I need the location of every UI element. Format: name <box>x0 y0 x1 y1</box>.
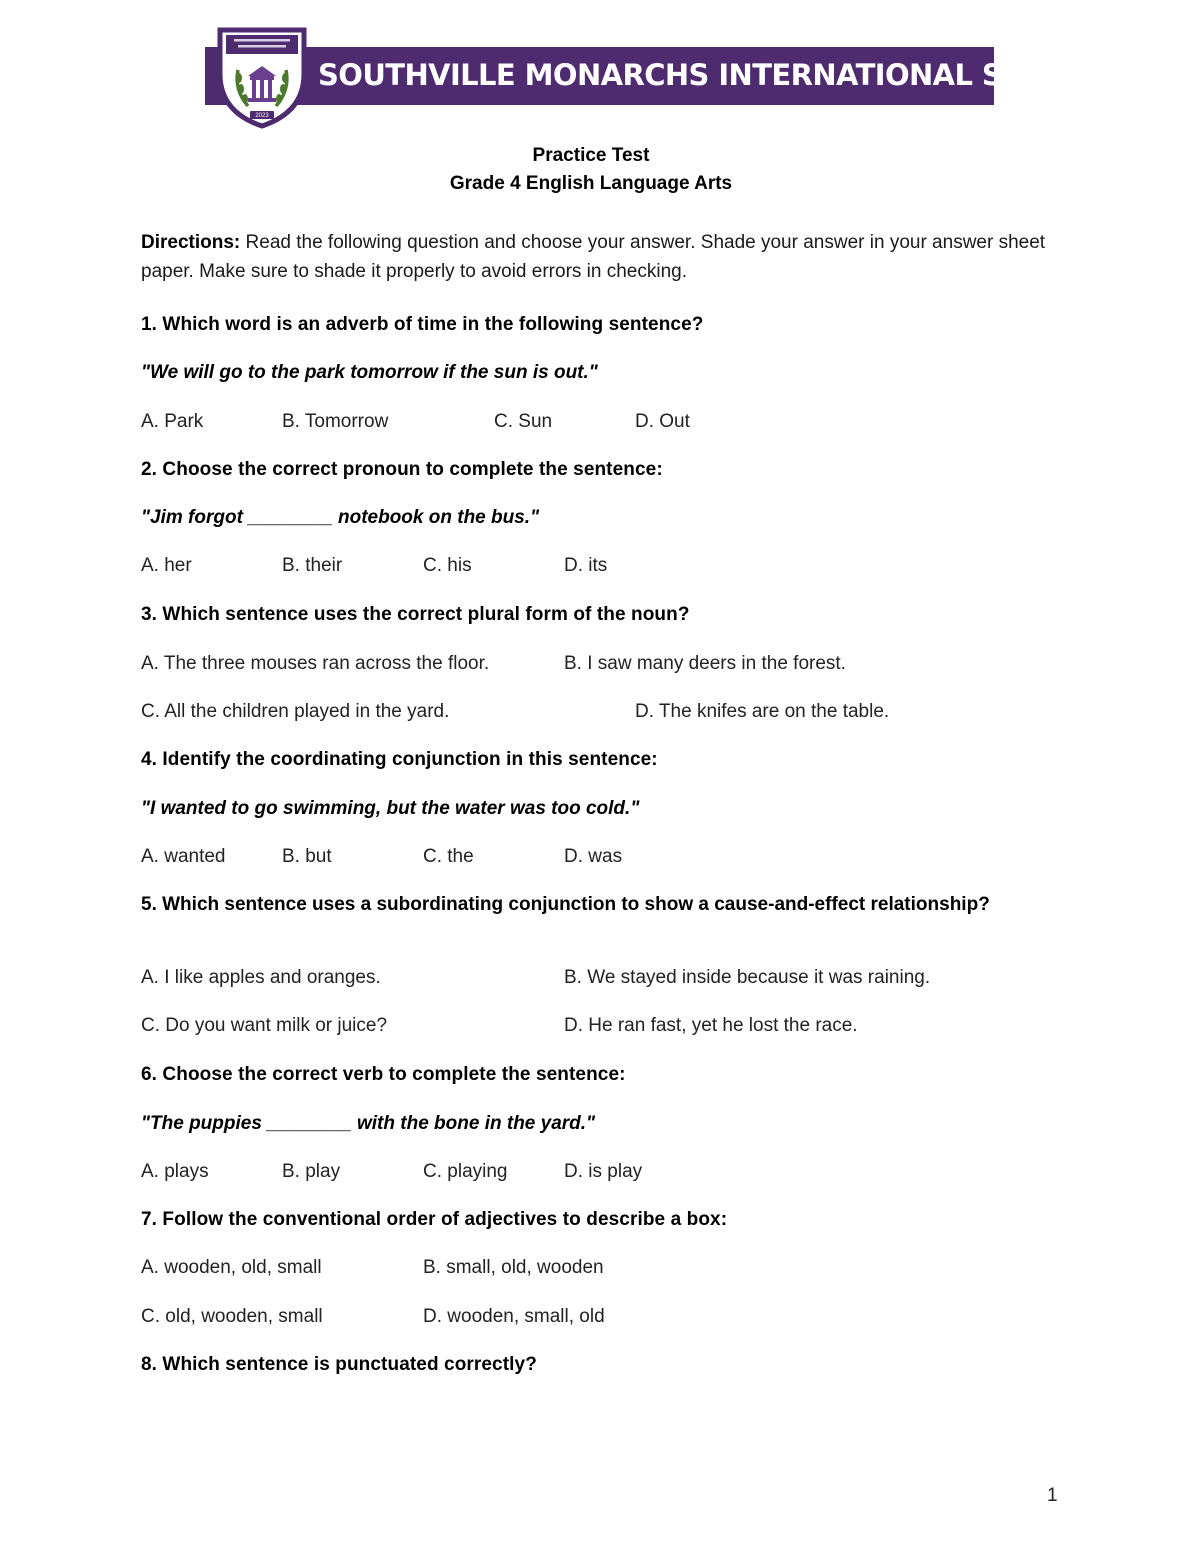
question-5-option-d[interactable]: D. He ran fast, yet he lost the race. <box>564 1015 858 1036</box>
question-1-quote: "We will go to the park tomorrow if the sun is out." <box>141 362 598 383</box>
directions-text: Read the following question and choose your answer. Shade your answer in your answer sheet paper. Make sure to shade it properly to avoid errors in checking. <box>141 232 1046 282</box>
question-4-option-b[interactable]: B. but <box>282 846 332 867</box>
question-3-option-a[interactable]: A. The three mouses ran across the floor. <box>141 653 490 674</box>
question-4-option-d[interactable]: D. was <box>564 846 623 867</box>
title-line-1: Practice Test <box>532 145 650 166</box>
svg-text:2023: 2023 <box>255 113 269 119</box>
question-6-option-c[interactable]: C. playing <box>423 1161 508 1182</box>
question-7-option-a[interactable]: A. wooden, old, small <box>141 1257 322 1278</box>
question-2-quote: "Jim forgot ________ notebook on the bus." <box>141 507 540 528</box>
question-3-option-b[interactable]: B. I saw many deers in the forest. <box>564 653 846 674</box>
question-4-prompt: 4. Identify the coordinating conjunction in this sentence: <box>141 749 658 770</box>
question-2-option-c[interactable]: C. his <box>423 555 472 576</box>
question-7-option-b[interactable]: B. small, old, wooden <box>423 1257 604 1278</box>
question-2-option-d[interactable]: D. its <box>564 555 608 576</box>
question-4-quote: "I wanted to go swimming, but the water was too cold." <box>141 798 640 819</box>
question-7-option-c[interactable]: C. old, wooden, small <box>141 1306 323 1327</box>
question-2-option-a[interactable]: A. her <box>141 555 192 576</box>
test-title <box>0 142 1182 198</box>
question-4-option-c[interactable]: C. the <box>423 846 474 867</box>
question-7-option-d[interactable]: D. wooden, small, old <box>423 1306 605 1327</box>
directions-label: Directions: <box>141 232 241 253</box>
question-3-prompt: 3. Which sentence uses the correct plural form of the noun? <box>141 604 690 625</box>
question-7-prompt: 7. Follow the conventional order of adjectives to describe a box: <box>141 1209 728 1230</box>
directions <box>141 228 1051 286</box>
question-4-option-a[interactable]: A. wanted <box>141 846 226 867</box>
question-1-option-c[interactable]: C. Sun <box>494 411 553 432</box>
question-3-option-c[interactable]: C. All the children played in the yard. <box>141 701 450 722</box>
question-8-prompt: 8. Which sentence is punctuated correctly? <box>141 1354 537 1375</box>
question-6-option-a[interactable]: A. plays <box>141 1161 209 1182</box>
question-2-option-b[interactable]: B. their <box>282 555 343 576</box>
question-6-option-d[interactable]: D. is play <box>564 1161 643 1182</box>
question-5-option-b[interactable]: B. We stayed inside because it was raining. <box>564 967 931 988</box>
question-1-option-d[interactable]: D. Out <box>635 411 690 432</box>
question-2-prompt: 2. Choose the correct pronoun to complete the sentence: <box>141 459 663 480</box>
school-crest-logo <box>214 24 310 130</box>
question-5-option-a[interactable]: A. I like apples and oranges. <box>141 967 381 988</box>
question-1-option-a[interactable]: A. Park <box>141 411 204 432</box>
school-name: SOUTHVILLE MONARCHS INTERNATIONAL SCHOOL <box>318 58 1113 92</box>
title-line-2: Grade 4 English Language Arts <box>449 173 733 194</box>
question-5-option-c[interactable]: C. Do you want milk or juice? <box>141 1015 388 1036</box>
page-number: 1 <box>1047 1485 1058 1506</box>
question-1-option-b[interactable]: B. Tomorrow <box>282 411 389 432</box>
question-1-prompt: 1. Which word is an adverb of time in the following sentence? <box>141 314 704 335</box>
question-6-option-b[interactable]: B. play <box>282 1161 341 1182</box>
question-5-prompt: 5. Which sentence uses a subordinating conjunction to show a cause-and-effect relationship? <box>141 894 990 915</box>
question-6-prompt: 6. Choose the correct verb to complete the sentence: <box>141 1064 626 1085</box>
question-6-quote: "The puppies ________ with the bone in the yard." <box>141 1113 596 1134</box>
question-3-option-d[interactable]: D. The knifes are on the table. <box>635 701 890 722</box>
